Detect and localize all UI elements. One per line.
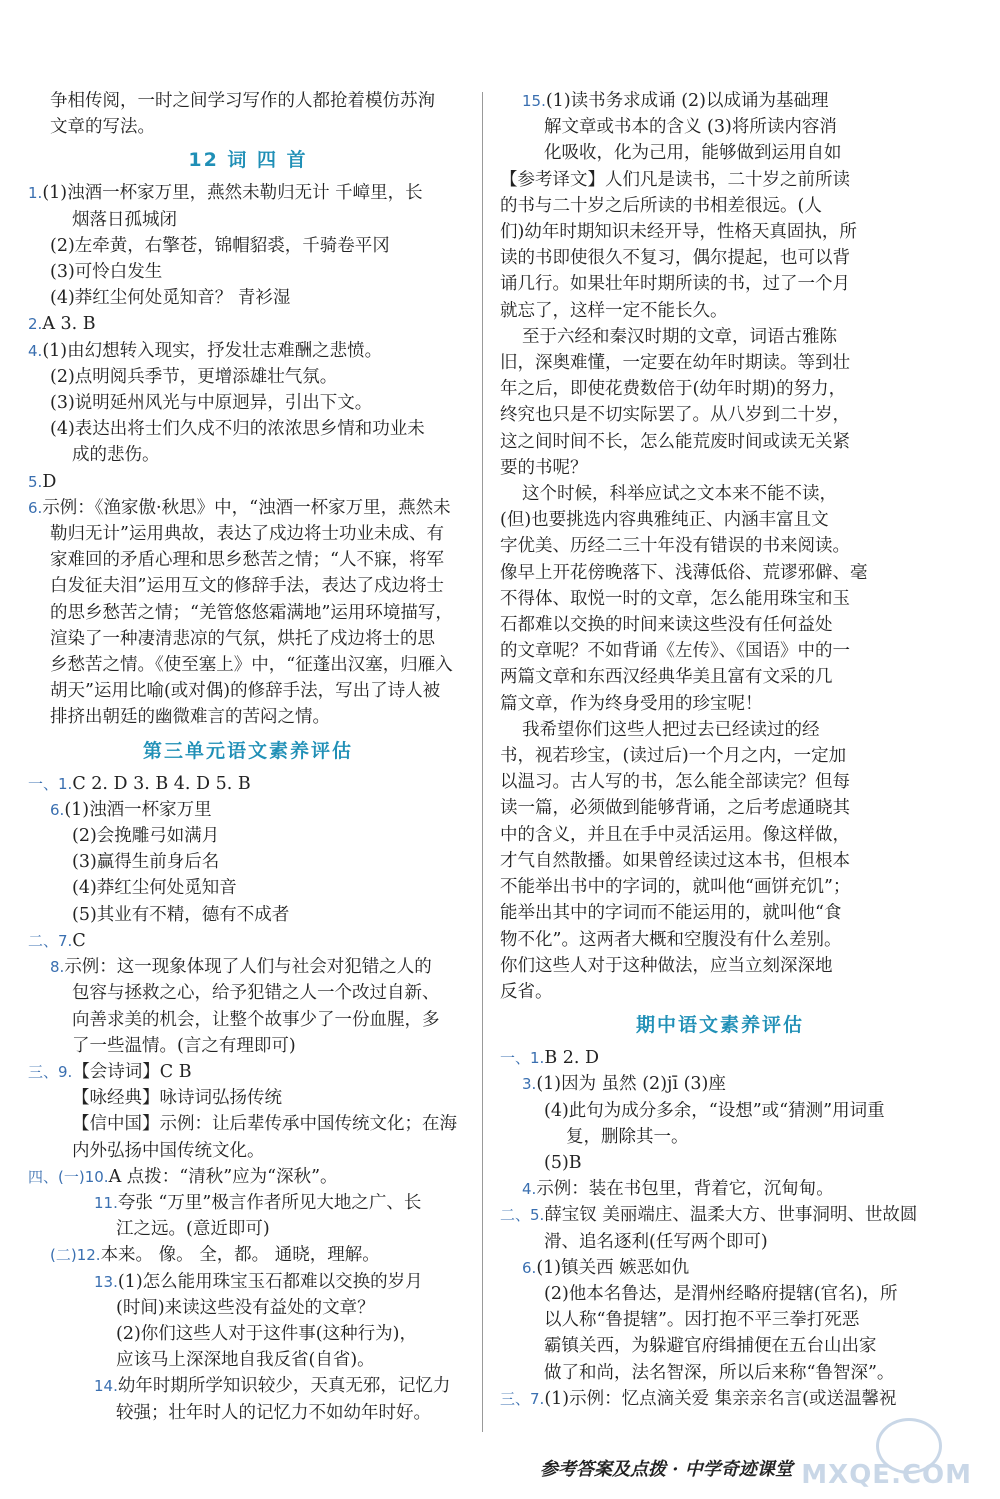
text-line xyxy=(500,769,940,795)
answer-text: C xyxy=(72,930,86,951)
text-line xyxy=(28,1295,468,1321)
question-number: 三、9. xyxy=(28,1062,73,1081)
question-number: 二、5. xyxy=(500,1206,545,1225)
answer-text: (1)因为 虽然 (2)jī (3)座 xyxy=(536,1074,726,1095)
question-number: 4. xyxy=(28,341,43,360)
answer-text: 以温习。古人写的书，怎么能全部读完？但每 xyxy=(500,772,850,793)
text-line xyxy=(500,1229,940,1255)
text-line xyxy=(500,1071,940,1097)
answer-text: 【会诗词】C B xyxy=(72,1061,192,1082)
question-number: (二)12. xyxy=(50,1246,101,1265)
answer-text: 包容与拯救之心，给予犯错之人一个改过自新、 xyxy=(72,983,440,1004)
text-line xyxy=(28,259,468,285)
answer-text: (5)其业有不精，德有不成者 xyxy=(72,904,290,925)
text-line xyxy=(28,416,468,442)
answer-text: 以人称“鲁提辖”。因打抱不平三拳打死恶 xyxy=(544,1310,860,1331)
text-line xyxy=(28,797,468,823)
answer-text: (4)莽红尘何处觅知音？ 青衫湿 xyxy=(50,288,291,309)
answer-text: 江之远。(意近即可) xyxy=(116,1219,270,1240)
answer-text: 勒归无计”运用典故，表达了戍边将士功业未成、有 xyxy=(50,524,444,545)
text-line xyxy=(500,638,940,664)
text-line xyxy=(28,875,468,901)
answer-text: 读一篇，必须做到能够背诵，之后考虑通晓其 xyxy=(500,798,850,819)
question-number: 6. xyxy=(28,498,43,517)
section-heading: 期中语文素养评估 xyxy=(635,1014,804,1037)
question-number: 5. xyxy=(28,472,43,491)
answer-text: 物不化”。这两者大概和空腹没有什么差别。 xyxy=(500,929,842,950)
answer-text: 篇文章，作为终身受用的珍宝呢！ xyxy=(500,693,763,714)
question-number: 四、(一)10. xyxy=(28,1167,109,1186)
text-line xyxy=(28,1400,468,1426)
answer-text: (但)也要挑选内容典雅纯正、内涵丰富且文 xyxy=(500,510,829,531)
answer-text: 我希望你们这些人把过去已经读过的经 xyxy=(522,719,820,740)
text-line xyxy=(28,390,468,416)
text-line xyxy=(28,1111,468,1137)
text-line xyxy=(28,573,468,599)
text-line xyxy=(500,1202,940,1228)
answer-text: C 2. D 3. B 4. D 5. B xyxy=(72,773,251,794)
answer-text: 幼年时期所学知识较少，天真无邪，记忆力 xyxy=(117,1376,451,1397)
text-line xyxy=(500,376,940,402)
text-line xyxy=(28,233,468,259)
answer-text: 解文章或书本的含义 (3)将所读内容消 xyxy=(544,117,837,138)
answer-text: 文章的写法。 xyxy=(50,117,155,138)
answer-text: A 3. B xyxy=(42,314,96,335)
text-line xyxy=(28,338,468,364)
text-line xyxy=(28,1085,468,1111)
answer-text: (4)莽红尘何处觅知音 xyxy=(72,878,237,899)
text-line xyxy=(28,704,468,730)
answer-text: 较强；壮年时人的记忆力不如幼年时好。 xyxy=(116,1402,431,1423)
text-line xyxy=(500,271,940,297)
text-line xyxy=(28,1269,468,1295)
text-line xyxy=(28,442,468,468)
text-line xyxy=(28,678,468,704)
answer-text: 字优美、历经二三十年没有错误的书来阅读。 xyxy=(500,536,850,557)
answer-text: 反省。 xyxy=(500,981,553,1002)
answer-text: 内外弘扬中国传统文化。 xyxy=(72,1140,265,1161)
column-divider xyxy=(482,92,483,1432)
text-line xyxy=(28,1059,468,1085)
answer-text: (1)读书务求成诵 (2)以成诵为基础理 xyxy=(545,91,829,111)
text-line xyxy=(500,455,940,481)
text-line xyxy=(28,954,468,980)
text-line xyxy=(500,900,940,926)
left-column xyxy=(28,88,468,1426)
answer-text: 向善求美的机会，让整个故事少了一份血腥，多 xyxy=(72,1009,440,1030)
text-line xyxy=(500,1255,940,1281)
answer-text: (1)怎么能用珠宝玉石都难以交换的岁月 xyxy=(117,1271,423,1292)
text-line xyxy=(500,1281,940,1307)
text-line xyxy=(500,219,940,245)
text-line xyxy=(500,1307,940,1333)
answer-text: 像早上开花傍晚落下、浅薄低俗、荒谬邪僻、毫 xyxy=(500,562,868,583)
answer-text: 旧，深奥难懂，一定要在幼年时期读。等到壮 xyxy=(500,353,850,374)
answer-text: 的文章呢？不如背诵《左传》、《国语》中的一 xyxy=(500,641,850,662)
question-number: 2. xyxy=(28,315,43,334)
answer-text: 就忘了，这样一定不能长久。 xyxy=(500,300,728,321)
answer-text: 胡天”运用比喻(或对偶)的修辞手法，写出了诗人被 xyxy=(50,681,441,702)
question-number: 6. xyxy=(522,1258,537,1277)
answer-text: 【参考译文】人们凡是读书，二十岁之前所读 xyxy=(500,169,850,190)
text-line xyxy=(500,245,940,271)
answer-text: 至于六经和秦汉时期的文章，词语古雅陈 xyxy=(522,326,837,347)
answer-text: (3)可怜白发生 xyxy=(50,262,163,283)
answer-text: (2)你们这些人对于这件事(这种行为)， xyxy=(116,1323,417,1344)
answer-text: (1)浊酒一杯家万里 xyxy=(64,799,212,820)
answer-text: (2)点明阅兵季节，更增添雄壮气氛。 xyxy=(50,366,338,387)
text-line xyxy=(28,285,468,311)
answer-text: 示例：这一现象体现了人们与社会对犯错之人的 xyxy=(64,957,432,978)
answer-text: 中的含义，并且在手中灵活运用。像这样做， xyxy=(500,824,850,845)
text-line xyxy=(500,167,940,193)
text-line xyxy=(28,547,468,573)
answer-text: 白发征夫泪”运用互文的修辞手法，表达了戍边将士 xyxy=(50,576,444,597)
answer-text: 应该马上深深地自我反省(自省)。 xyxy=(116,1350,375,1371)
question-number: 一、1. xyxy=(500,1049,545,1068)
question-number: 11. xyxy=(94,1193,118,1212)
text-line xyxy=(500,298,940,324)
answer-text: A 点拨：“清秋”应为“深秋”。 xyxy=(108,1166,338,1187)
text-line xyxy=(500,88,940,114)
answer-text: 这个时候，科举应试之文本来不能不读， xyxy=(522,484,837,505)
answer-text: 年之后，即使花费数倍于(幼年时期)的努力， xyxy=(500,379,847,400)
answer-text: 这之间时间不长，怎么能荒废时间或读无关紧 xyxy=(500,431,850,452)
answer-text: 争相传阅，一时之间学习写作的人都抢着模仿苏洵 xyxy=(50,91,435,111)
answer-text: (3)说明延州风光与中原迥异，引出下文。 xyxy=(50,393,373,414)
section-heading: 12 词 四 首 xyxy=(188,149,308,172)
question-number: 1. xyxy=(28,184,43,203)
text-line xyxy=(28,364,468,390)
text-line xyxy=(500,586,940,612)
text-line xyxy=(28,180,468,206)
answer-text: D xyxy=(42,471,57,492)
answer-text: 薛宝钗 美丽端庄、温柔大方、世事洞明、世故圆 xyxy=(544,1205,918,1226)
question-number: 8. xyxy=(50,958,65,977)
answer-text: 本来。 像。 全，都。 通晓，理解。 xyxy=(100,1245,380,1266)
answer-text: 的书与二十岁之后所读的书相差很远。(人 xyxy=(500,195,822,216)
text-line xyxy=(28,1190,468,1216)
text-line xyxy=(28,521,468,547)
answer-text: (1)示例：忆点滴关爱 集亲亲名言(或送温馨祝 xyxy=(544,1388,897,1409)
answer-text: 滑、追名逐利(任写两个即可) xyxy=(544,1231,768,1252)
text-line xyxy=(28,626,468,652)
answer-text: 不得体、取悦一时的文章，怎么能用珠宝和玉 xyxy=(500,588,850,609)
text-line xyxy=(28,928,468,954)
text-line xyxy=(28,771,468,797)
answer-text: 要的书呢？ xyxy=(500,457,588,478)
text-line xyxy=(500,114,940,140)
answer-text: 诵几行。如果壮年时期所读的书，过了一个月 xyxy=(500,274,850,295)
answer-text: (2)他本名鲁达，是渭州经略府提辖(官名)，所 xyxy=(544,1283,898,1304)
answer-text: 了一些温情。(言之有理即可) xyxy=(72,1035,296,1056)
answer-text: (1)浊酒一杯家万里，燕然未勒归无计 千嶂里，长 xyxy=(42,183,423,204)
text-line xyxy=(28,1242,468,1268)
text-line xyxy=(500,350,940,376)
text-line xyxy=(28,652,468,678)
text-line xyxy=(28,1164,468,1190)
answer-text: 渲染了一种凄清悲凉的气氛，烘托了戍边将士的思 xyxy=(50,628,435,649)
text-line xyxy=(28,1373,468,1399)
answer-text: 石都难以交换的时间来读这些没有任何益处 xyxy=(500,615,833,636)
text-line xyxy=(28,849,468,875)
text-line xyxy=(500,874,940,900)
answer-text: B 2. D xyxy=(544,1048,600,1069)
question-number: 二、7. xyxy=(28,931,73,950)
text-line xyxy=(28,495,468,521)
answer-text: 们)幼年时期知识未经开导，性格天真固执，所 xyxy=(500,222,857,243)
text-line xyxy=(500,717,940,743)
text-line xyxy=(500,979,940,1005)
text-line xyxy=(500,324,940,350)
answer-text: 夸张 “万里”极言作者所见大地之广、长 xyxy=(117,1192,422,1213)
text-line xyxy=(500,1045,940,1071)
text-line xyxy=(28,1138,468,1164)
text-line xyxy=(500,612,940,638)
text-line xyxy=(500,1098,940,1124)
text-line xyxy=(500,402,940,428)
answer-text: 你们这些人对于这种做法，应当立刻深深地 xyxy=(500,955,833,976)
text-line xyxy=(500,953,940,979)
answer-text: (4)表达出将士们久戍不归的浓浓思乡情和功业未 xyxy=(50,419,425,440)
answer-text: (2)会挽雕弓如满月 xyxy=(72,826,220,847)
question-number: 15. xyxy=(522,92,546,110)
text-line xyxy=(500,822,940,848)
text-line xyxy=(28,311,468,337)
text-line xyxy=(28,1007,468,1033)
answer-text: (3)赢得生前身后名 xyxy=(72,852,220,873)
text-line xyxy=(500,795,940,821)
text-line xyxy=(28,1321,468,1347)
text-line xyxy=(28,114,468,140)
watermark-text: MXQE.COM xyxy=(801,1460,972,1490)
answer-text: (1)镇关西 嫉恶如仇 xyxy=(536,1257,690,1278)
question-number: 三、7. xyxy=(500,1389,545,1408)
answer-text: 霸镇关西，为躲避官府缉捕便在五台山出家 xyxy=(544,1336,877,1357)
answer-text: 示例：《渔家傲·秋思》中，“浊酒一杯家万里，燕然未 xyxy=(42,497,451,518)
answer-text: 【咏经典】咏诗词弘扬传统 xyxy=(72,1088,282,1109)
question-number: 14. xyxy=(94,1377,118,1396)
text-line xyxy=(500,507,940,533)
text-line xyxy=(500,927,940,953)
text-line xyxy=(500,140,940,166)
answer-text: 烟落日孤城闭 xyxy=(72,209,177,230)
answer-text: 终究也只是不切实际罢了。从八岁到二十岁， xyxy=(500,405,850,426)
answer-text: (2)左牵黄，右擎苍，锦帽貂裘，千骑卷平冈 xyxy=(50,235,390,256)
answer-text: 示例：装在书包里，背着它，沉甸甸。 xyxy=(536,1179,834,1200)
text-line xyxy=(500,1360,940,1386)
answer-text: 两篇文章和东西汉经典华美且富有文采的几 xyxy=(500,667,833,688)
text-line xyxy=(28,207,468,233)
text-line xyxy=(500,193,940,219)
text-line xyxy=(500,429,940,455)
answer-text: 排挤出朝廷的幽微难言的苦闷之情。 xyxy=(50,707,330,728)
text-line xyxy=(500,1386,940,1412)
text-line xyxy=(500,1333,940,1359)
text-line xyxy=(28,980,468,1006)
text-line xyxy=(500,533,940,559)
answer-text: 家难回的矛盾心理和思乡愁苦之情；“人不寐，将军 xyxy=(50,550,444,571)
text-line xyxy=(28,1347,468,1373)
question-number: 3. xyxy=(522,1075,537,1094)
answer-text: 乡愁苦之情。《使至塞上》中，“征蓬出汉塞，归雁入 xyxy=(50,655,453,676)
text-line xyxy=(28,823,468,849)
right-column xyxy=(500,88,940,1412)
text-line xyxy=(28,1033,468,1059)
answer-text: (时间)来读这些没有益处的文章？ xyxy=(116,1297,375,1318)
question-number: 13. xyxy=(94,1272,118,1291)
text-line xyxy=(500,560,940,586)
text-line xyxy=(28,1216,468,1242)
question-number: 6. xyxy=(50,800,65,819)
text-line xyxy=(500,481,940,507)
text-line xyxy=(500,1176,940,1202)
answer-text: 做了和尚，法名智深，所以后来称“鲁智深”。 xyxy=(544,1362,895,1383)
answer-text: 读的书即使很久不复习，偶尔提起，也可以背 xyxy=(500,248,850,269)
text-line xyxy=(500,664,940,690)
answer-text: (5)B xyxy=(544,1152,582,1173)
answer-text: 复，删除其一。 xyxy=(566,1126,689,1147)
answer-text: 化吸收，化为己用，能够做到运用自如 xyxy=(544,143,842,164)
watermark-logo xyxy=(792,1418,972,1490)
text-line xyxy=(28,88,468,114)
answer-text: 书，视若珍宝，(读过后)一个月之内，一定加 xyxy=(500,746,847,767)
answer-text: 不能举出书中的字词的，就叫他“画饼充饥”； xyxy=(500,877,851,898)
answer-text: (1)由幻想转入现实，抒发壮志难酬之悲愤。 xyxy=(42,340,383,361)
text-line xyxy=(500,1124,940,1150)
text-line xyxy=(500,691,940,717)
answer-text: (4)此句为成分多余，“设想”或“猜测”用词重 xyxy=(544,1100,885,1121)
answer-text: 能举出其中的字词而不能运用的，就叫他“食 xyxy=(500,903,842,924)
answer-text: 的思乡愁苦之情；“羌管悠悠霜满地”运用环境描写， xyxy=(50,602,453,623)
question-number: 一、1. xyxy=(28,774,73,793)
text-line xyxy=(28,600,468,626)
text-line xyxy=(28,902,468,928)
section-heading: 第三单元语文素养评估 xyxy=(142,739,353,762)
text-line xyxy=(500,848,940,874)
text-line xyxy=(500,743,940,769)
footer-text: 参考答案及点拨 · 中学奇迹课堂 xyxy=(540,1459,793,1480)
question-number: 4. xyxy=(522,1180,537,1199)
text-line xyxy=(28,469,468,495)
text-line xyxy=(500,1150,940,1176)
answer-text: 【信中国】示例：让后辈传承中国传统文化；在海 xyxy=(72,1114,457,1135)
answer-text: 成的悲伤。 xyxy=(72,445,160,466)
answer-text: 才气自然散播。如果曾经读过这本书，但根本 xyxy=(500,850,850,871)
